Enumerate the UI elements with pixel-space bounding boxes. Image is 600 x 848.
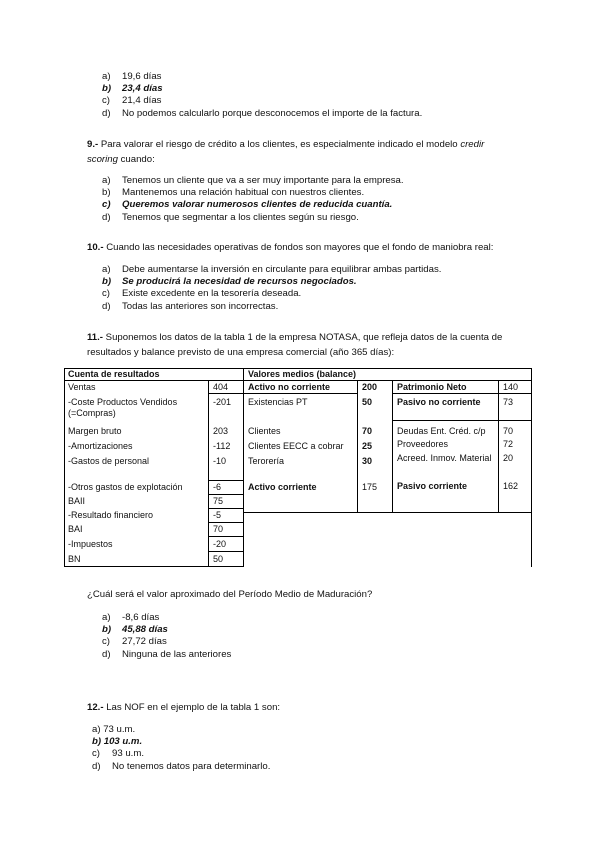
income-label: -Coste Productos Vendidos (=Compras) (68, 397, 178, 418)
asset-label: Clientes (248, 426, 281, 436)
income-label: -Resultado financiero (68, 510, 154, 520)
q11-statement: 11.- Suponemos los datos de la tabla 1 de la empresa NOTASA, que refleja datos de la cuenta de resultados y balance previsto de una empresa comercial (año 365 días): (87, 332, 503, 358)
asset-value: 70 (362, 426, 373, 436)
q9-option-a: a) Tenemos un cliente que va a ser muy importante para la empresa. (102, 175, 404, 186)
q11-option-b: b) 45,88 días (102, 624, 168, 636)
q11-option-a: a) -8,6 días (102, 612, 160, 623)
q10-option-c: c) Existe excedente en la tesorería deseada. (102, 288, 302, 300)
income-label: -Gastos de personal (68, 456, 150, 466)
income-label: -Otros gastos de explotación (68, 482, 183, 492)
asset-value: 50 (362, 397, 373, 407)
q9-option-c: c) Queremos valorar numerosos clientes de reducida cuantía. (102, 199, 393, 211)
asset-value: 175 (362, 482, 378, 492)
q10-number: 10.- (87, 242, 104, 253)
asset-label: Terorería (248, 456, 285, 466)
income-label: BAI (68, 524, 83, 534)
q10-option-a: a) Debe aumentarse la inversión en circulante para equilibrar ambas partidas. (102, 264, 442, 275)
income-value: 404 (213, 382, 229, 392)
q8-option-c: c) 21,4 días (102, 95, 162, 107)
income-value: 50 (213, 554, 224, 564)
asset-value: 25 (362, 441, 373, 451)
income-value: -5 (213, 510, 222, 520)
q9-number: 9.- (87, 139, 99, 150)
q11-option-d: d) Ninguna de las anteriores (102, 648, 232, 660)
q8-option-d: d) No podemos calcularlo porque desconocemos el importe de la factura. (102, 107, 423, 119)
income-value: 203 (213, 426, 229, 436)
liability-value: 140 (503, 382, 519, 392)
q11-number: 11.- (87, 332, 104, 343)
liability-value: 72 (503, 439, 514, 449)
q11-options (87, 612, 515, 661)
asset-label: Activo corriente (248, 482, 317, 492)
liability-label: Acreed. Inmov. Material (397, 453, 492, 463)
income-value: -6 (213, 482, 222, 492)
q12-option-c: c) 93 u.m. (92, 748, 144, 760)
q12-option-b: b) 103 u.m. (92, 736, 143, 748)
table-1 (64, 368, 532, 567)
q10-option-b: b) Se producirá la necesidad de recursos negociados. (102, 276, 357, 288)
q8-option-a: a) 19,6 días (102, 71, 162, 82)
income-label: -Impuestos (68, 539, 113, 549)
q12-options (87, 724, 515, 773)
liability-label: Patrimonio Neto (397, 382, 467, 392)
income-label: Margen bruto (68, 426, 122, 436)
q8-options (87, 71, 515, 120)
asset-value: 30 (362, 456, 373, 466)
income-label: BAII (68, 496, 86, 506)
liability-label: Pasivo corriente (397, 481, 468, 491)
income-label: Ventas (68, 382, 96, 392)
asset-label: Activo no corriente (248, 382, 331, 392)
q11-question: ¿Cuál será el valor aproximado del Período Medio de Maduración? (87, 589, 373, 600)
q9-options (87, 175, 515, 224)
q9-option-d: d) Tenemos que segmentar a los clientes según su riesgo. (102, 211, 359, 223)
table-header-balance: Valores medios (balance) (248, 369, 357, 379)
q9-statement: 9.- Para valorar el riesgo de crédito a los clientes, es especialmente indicado el modelo credir scoring cuando: (87, 139, 485, 165)
liability-label: Proveedores (397, 439, 449, 449)
income-value: -112 (213, 441, 231, 451)
income-value: -20 (213, 539, 227, 549)
asset-label: Clientes EECC a cobrar (248, 441, 344, 451)
q10-option-d: d) Todas las anteriores son incorrectas. (102, 300, 279, 312)
q10-statement: 10.- Cuando las necesidades operativas de fondos son mayores que el fondo de maniobra real: (87, 242, 494, 253)
q11-option-c: c) 27,72 días (102, 636, 167, 648)
income-value: -10 (213, 456, 227, 466)
income-value: 75 (213, 496, 224, 506)
income-value: 70 (213, 524, 224, 534)
income-label: BN (68, 554, 81, 564)
q10-options (87, 264, 515, 313)
q12-number: 12.- (87, 702, 104, 713)
liability-label: Deudas Ent. Créd. c/p (397, 426, 486, 436)
asset-value: 200 (362, 382, 378, 392)
liability-value: 70 (503, 426, 514, 436)
q12-option-a: a) 73 u.m. (92, 724, 136, 735)
liability-value: 162 (503, 481, 519, 491)
q9-option-b: b) Mantenemos una relación habitual con nuestros clientes. (102, 187, 365, 199)
q12-statement: 12.- Las NOF en el ejemplo de la tabla 1 son: (87, 702, 281, 713)
liability-value: 20 (503, 453, 514, 463)
q12-option-d: d) No tenemos datos para determinarlo. (92, 760, 271, 772)
income-value: -201 (213, 397, 232, 407)
income-label: -Amortizaciones (68, 441, 133, 451)
asset-label: Existencias PT (248, 397, 308, 407)
q8-option-b: b) 23,4 días (102, 83, 163, 95)
liability-value: 73 (503, 397, 514, 407)
table-header-income: Cuenta de resultados (68, 369, 160, 379)
liability-label: Pasivo no corriente (397, 397, 481, 407)
